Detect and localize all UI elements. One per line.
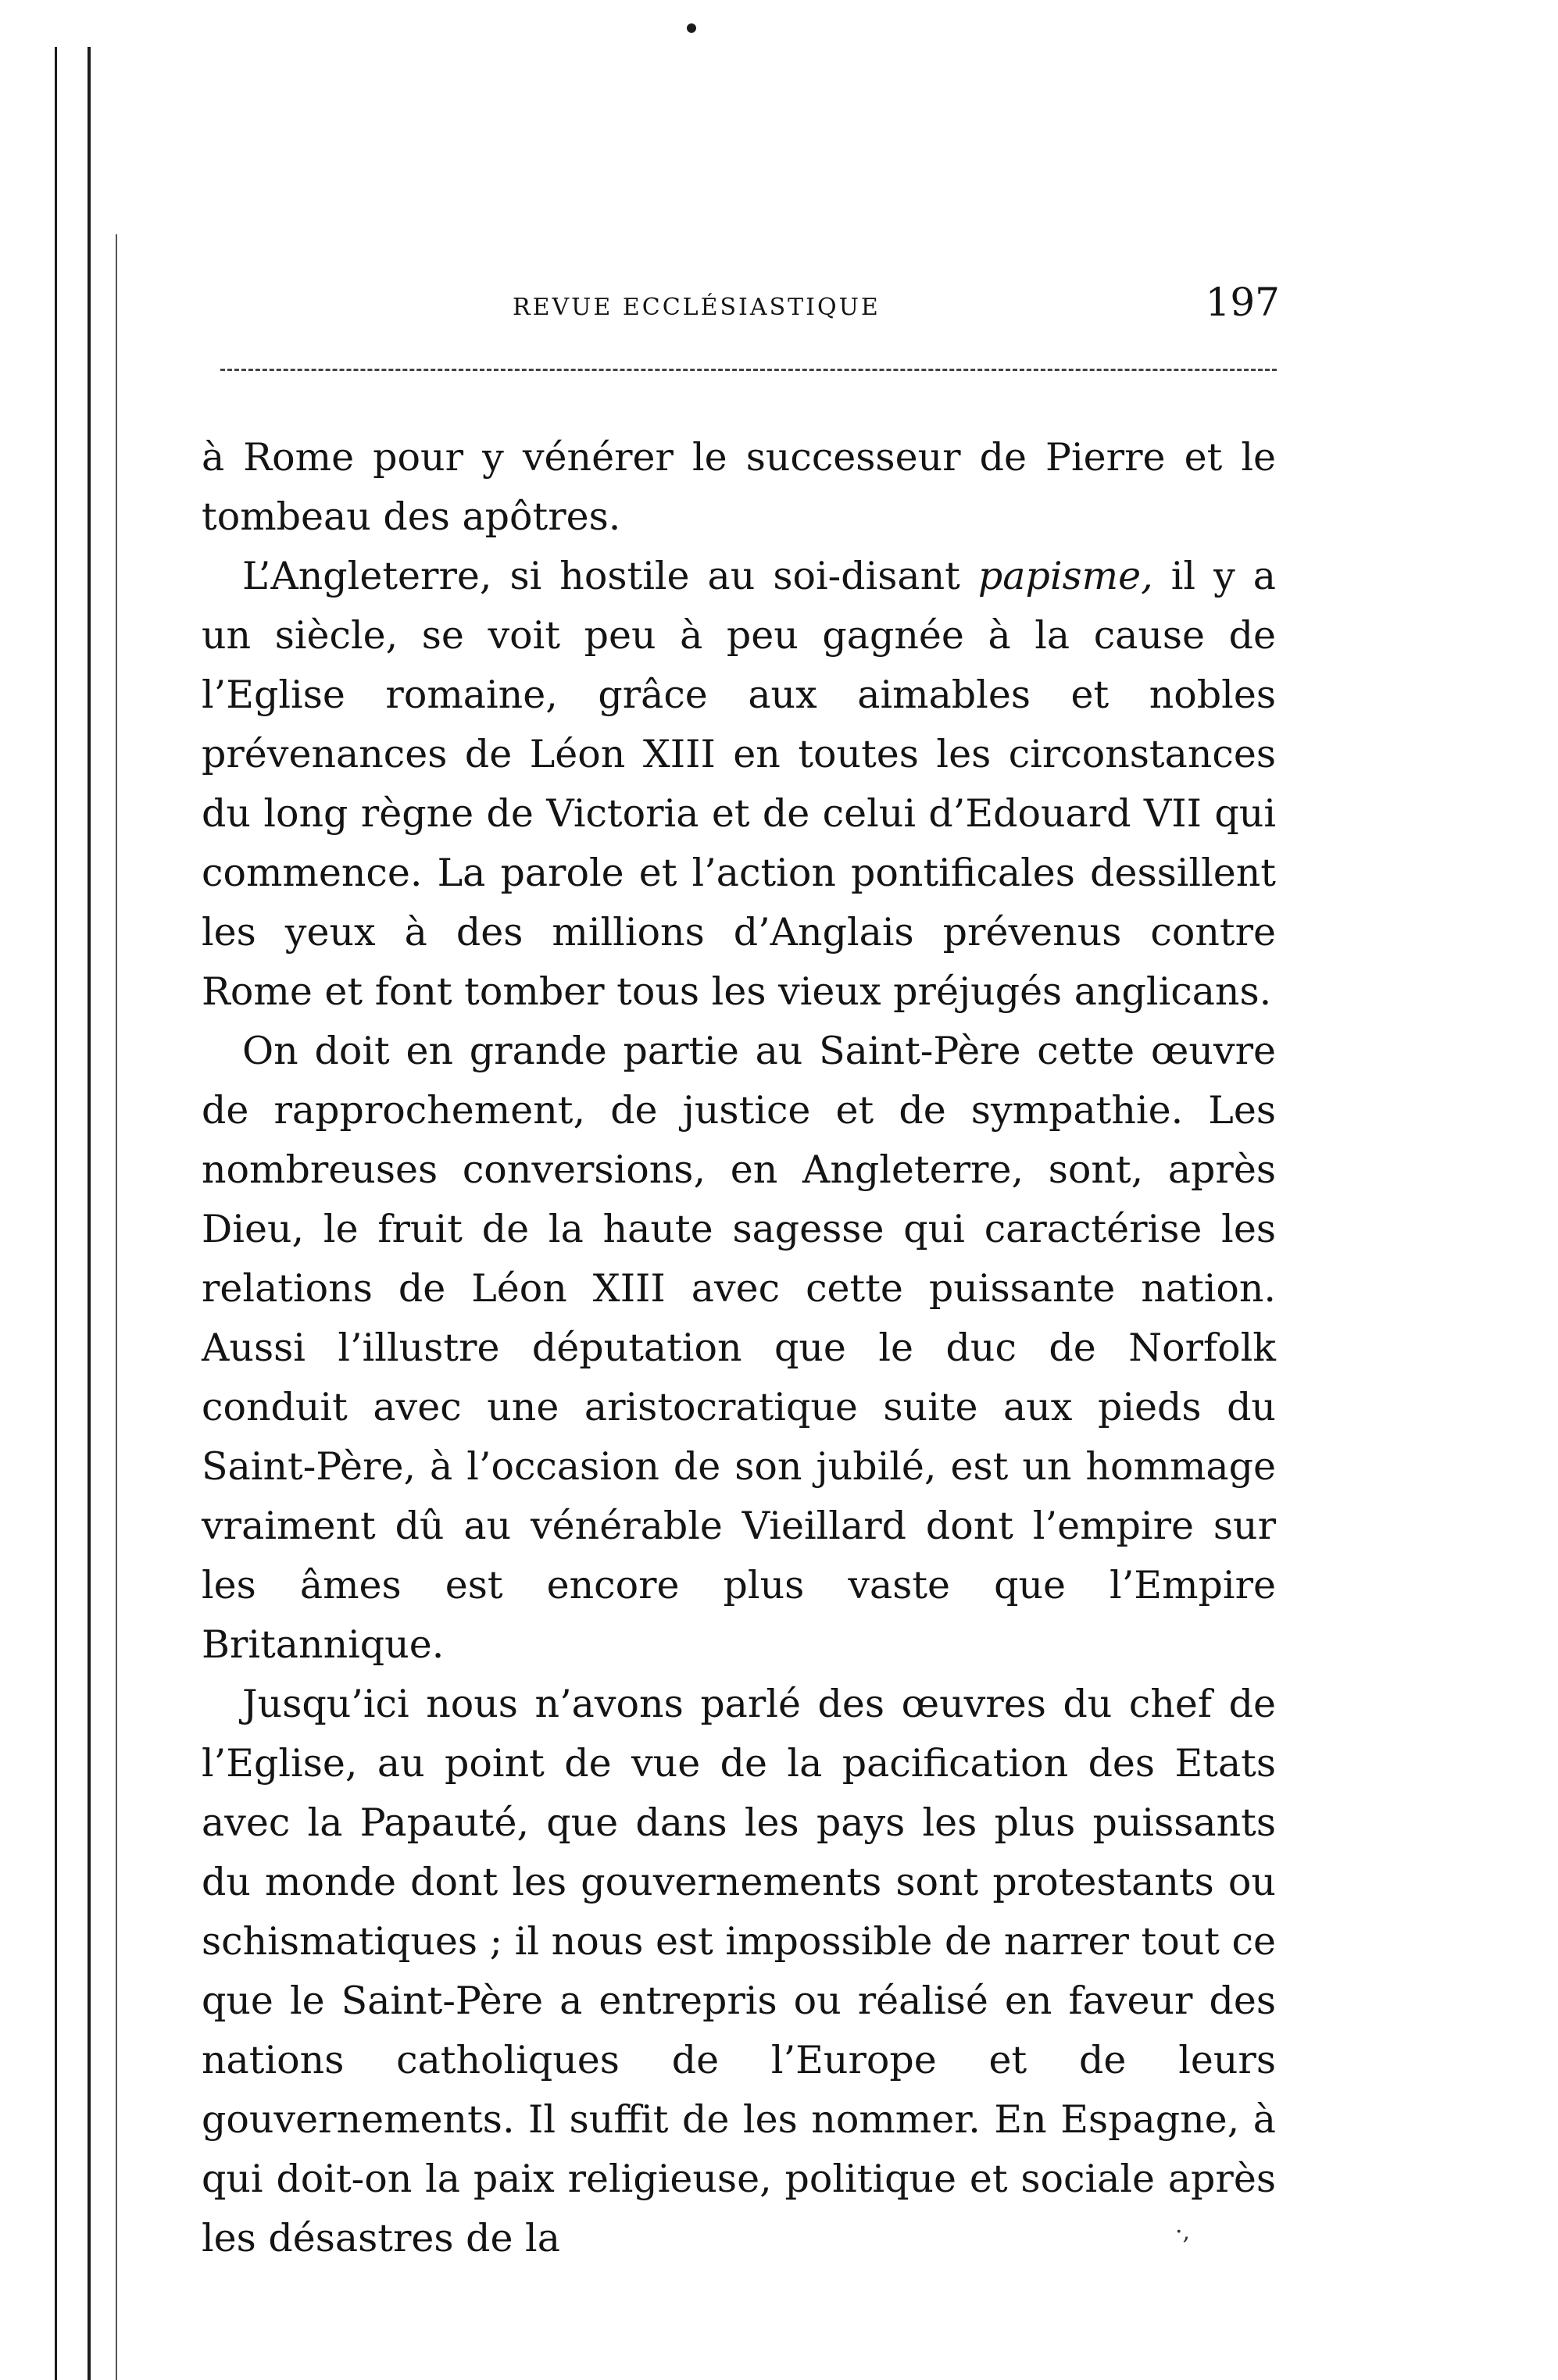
running-head	[202, 280, 1280, 334]
binding-edge-rule	[88, 47, 91, 2380]
body-text	[202, 428, 1276, 2268]
paragraph: Jusqu’ici nous n’avons parlé des œuvres du chef de l’Eglise, au point de vue de la pacification des Etats avec la Papauté, que dans les pays les plus puissants du monde dont les gouvernements sont protestants ou schismatiques ; il nous est impossible de narrer tout ce que le Saint-Père a entrepris ou réalisé en faveur des nations catholiques de l’Europe et de leurs gouvernements. Il suffit de les nommer. En Espagne, à qui doit-on la paix religieuse, politique et sociale après les désastres de la	[202, 1682, 1276, 2260]
text-run: L’Angleterre, si hostile au soi-disant	[242, 554, 978, 598]
page-number: 197	[1205, 280, 1280, 325]
binding-edge-rule	[55, 47, 57, 2380]
italic-term: papisme,	[977, 554, 1153, 598]
running-title: REVUE ECCLÉSIASTIQUE	[513, 294, 881, 321]
paragraph-continuation: à Rome pour y vénérer le successeur de Pierre et le tombeau des apôtres.	[202, 435, 1276, 539]
ink-dot	[687, 23, 696, 33]
header-rule	[220, 369, 1277, 371]
paragraph: On doit en grande partie au Saint-Père cette œuvre de rapprochement, de justice et de sympathie. Les nombreuses conversions, en Angleterre, sont, après Dieu, le fruit de la haute sagesse qui caractérise les relations de Léon XIII avec cette puissante nation. Aussi l’illustre députation que le duc de Norfolk conduit avec une aristocratique suite aux pieds du Saint-Père, à l’occasion de son jubilé, est un hommage vraiment dû au vénérable Vieillard dont l’empire sur les âmes est encore plus vaste que l’Empire Britannique.	[202, 1029, 1276, 1667]
text-run: il y a un siècle, se voit peu à peu gagnée à la cause de l’Eglise romaine, grâce aux aimables et nobles prévenances de Léon XIII en toutes les circonstances du long règne de Victoria et de celui d’Edouard VII qui commence. La parole et l’action pontificales dessillent les yeux à des millions d’Anglais prévenus contre Rome et font tomber tous les vieux préjugés anglicans.	[202, 554, 1276, 1014]
paragraph	[202, 547, 1276, 1022]
footer-mark: ·,	[1175, 2218, 1191, 2246]
binding-edge-rule	[116, 234, 117, 2380]
